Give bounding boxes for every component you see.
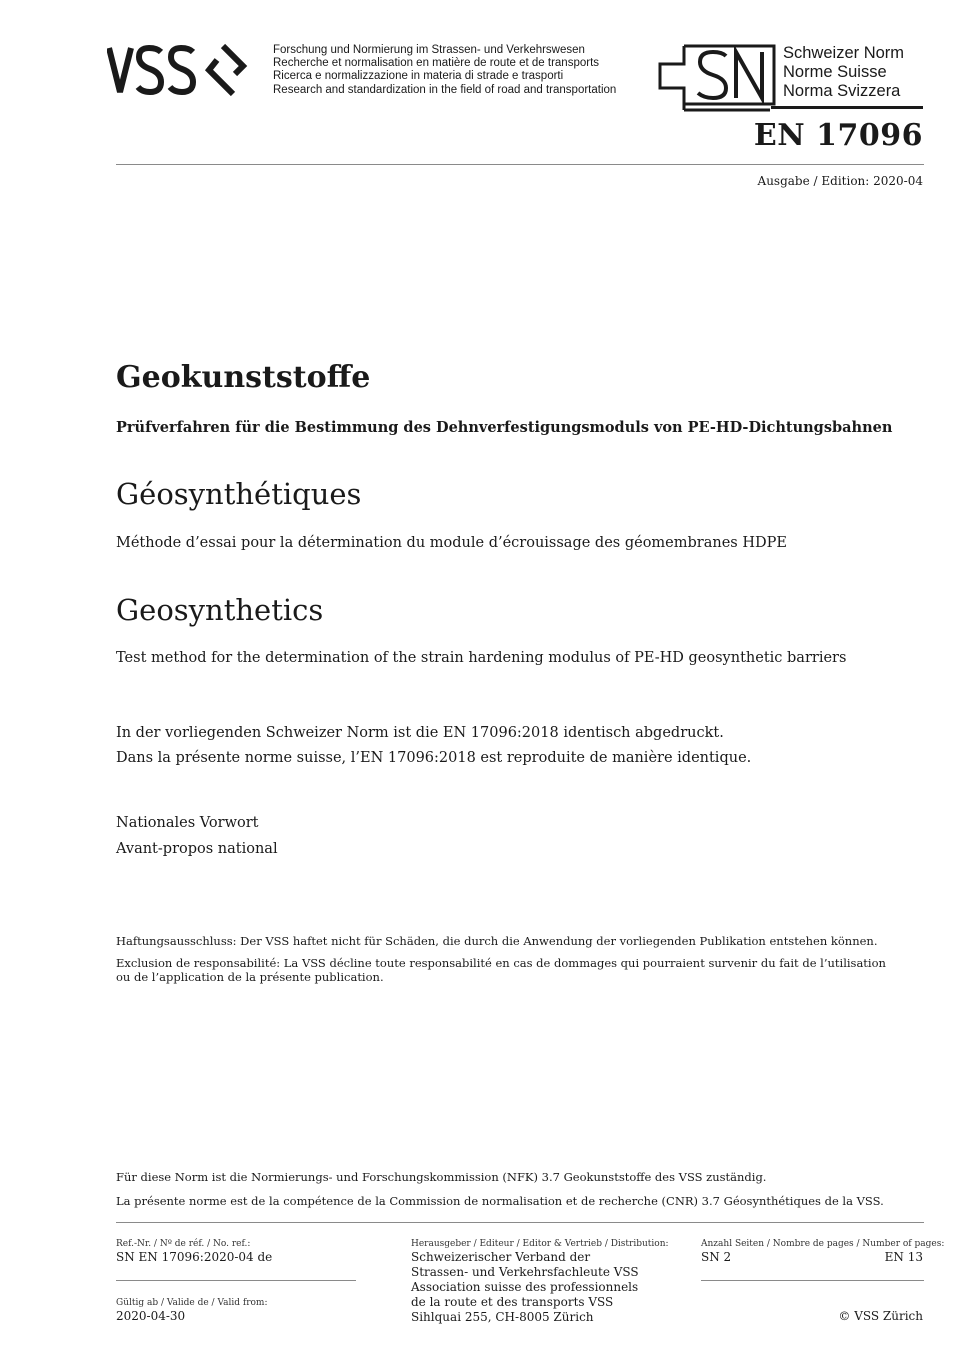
- sn-name-it: Norma Svizzera: [783, 82, 901, 100]
- subtitle-french: Méthode d’essai pour la détermination du module d’écrouissage des géomembranes HDPE: [116, 535, 787, 551]
- pages-label: Anzahl Seiten / Nombre de pages / Number of pages:: [701, 1239, 945, 1249]
- national-foreword-fr: Avant-propos national: [116, 841, 278, 857]
- vss-tagline-line: Research and standardization in the field of road and transportation: [273, 83, 617, 96]
- copyright: © VSS Zürich: [838, 1309, 923, 1323]
- edition-date: Ausgabe / Edition: 2020-04: [757, 174, 923, 188]
- publisher-line: Strassen- und Verkehrsfachleute VSS: [411, 1265, 639, 1279]
- title-english: Geosynthetics: [116, 593, 324, 627]
- vss-tagline-line: Ricerca e normalizzazione in materia di strade e trasporti: [273, 70, 564, 83]
- national-foreword-de: Nationales Vorwort: [116, 815, 259, 831]
- publisher-line: Association suisse des professionnels: [411, 1280, 639, 1294]
- identity-statement-fr: Dans la présente norme suisse, l’EN 17096:2018 est reproduite de manière identique.: [116, 750, 752, 766]
- valid-from-value: 2020-04-30: [116, 1309, 186, 1323]
- publisher-line: Sihlquai 255, CH-8005 Zürich: [411, 1310, 594, 1324]
- sn-name-de: Schweizer Norm: [783, 44, 905, 62]
- identity-statement-de: In der vorliegenden Schweizer Norm ist die EN 17096:2018 identisch abgedruckt.: [116, 725, 724, 741]
- subtitle-german: Prüfverfahren für die Bestimmung des Dehnverfestigungsmoduls von PE-HD-Dichtungsbahnen: [116, 419, 893, 436]
- publisher-label: Herausgeber / Editeur / Editor & Vertrieb / Distribution:: [411, 1239, 669, 1249]
- commission-fr: La présente norme est de la compétence de la Commission de normalisation et de recherche (CNR) 3.7 Géosynthétiques de la VSS.: [116, 1194, 884, 1208]
- footer-divider: [116, 1222, 924, 1223]
- vss-logo: [107, 40, 267, 100]
- sn-names: [783, 44, 904, 101]
- publisher-line: de la route et des transports VSS: [411, 1295, 614, 1309]
- publisher-line: Schweizerischer Verband der: [411, 1250, 591, 1264]
- sn-logo: [658, 44, 778, 112]
- subtitle-english: Test method for the determination of the strain hardening modulus of PE-HD geosynthetic barriers: [116, 650, 847, 666]
- pages-sn: SN 2: [701, 1250, 732, 1264]
- disclaimer-fr-line2: ou de l’application de la présente publication.: [116, 970, 384, 984]
- sn-name-fr: Norme Suisse: [783, 63, 887, 81]
- title-german: Geokunststoffe: [116, 360, 371, 395]
- publisher-address: [411, 1250, 639, 1325]
- valid-from-label: Gültig ab / Valide de / Valid from:: [116, 1298, 268, 1308]
- reference-label: Ref.-Nr. / Nº de réf. / No. ref.:: [116, 1239, 251, 1249]
- pages-en: EN 13: [884, 1250, 923, 1264]
- footer-left-rule: [116, 1280, 356, 1281]
- vss-tagline-line: Recherche et normalisation en matière de route et de transports: [273, 57, 600, 70]
- title-french: Géosynthétiques: [116, 477, 362, 511]
- document-number: EN 17096: [753, 118, 923, 153]
- vss-tagline-line: Forschung und Normierung im Strassen- und Verkehrswesen: [273, 44, 585, 56]
- header-divider: [116, 164, 924, 165]
- reference-value: SN EN 17096:2020-04 de: [116, 1250, 273, 1264]
- commission-de: Für diese Norm ist die Normierungs- und Forschungskommission (NFK) 3.7 Geokunststoffe des VSS zuständig.: [116, 1170, 767, 1184]
- footer-right-rule: [701, 1280, 924, 1281]
- disclaimer-de: Haftungsausschluss: Der VSS haftet nicht für Schäden, die durch die Anwendung der vorliegenden Publikation entstehen können.: [116, 934, 878, 948]
- logo-rule: [771, 106, 923, 109]
- vss-tagline: [273, 44, 616, 97]
- disclaimer-fr-line1: Exclusion de responsabilité: La VSS décline toute responsabilité en cas de dommages qui pourraient survenir du fait de l’utilisation: [116, 956, 886, 970]
